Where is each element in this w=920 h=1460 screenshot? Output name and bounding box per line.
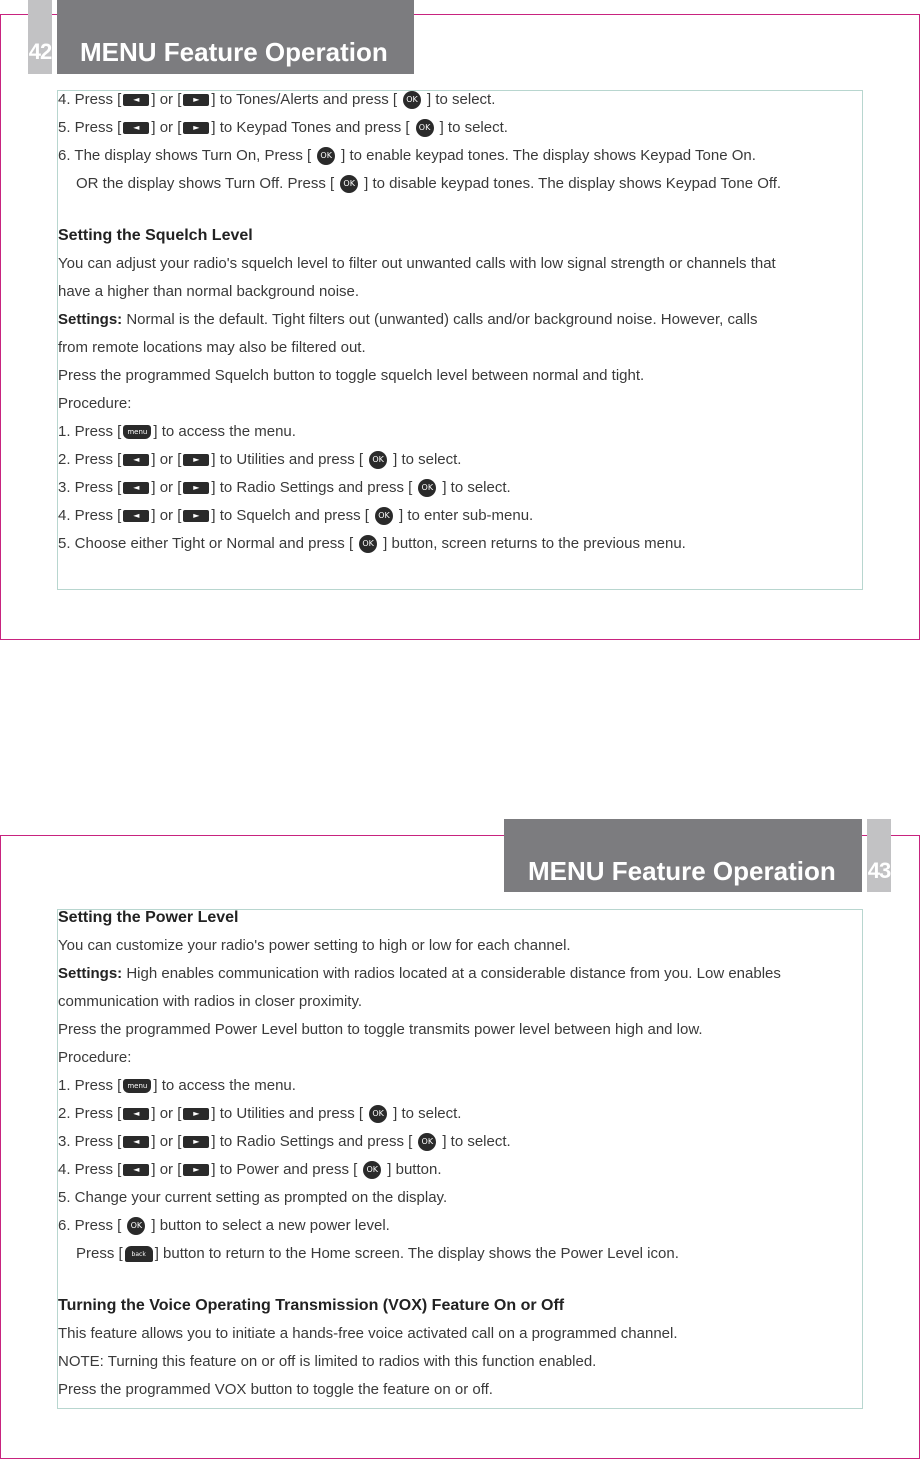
- left-arrow-key-icon: ◄: [123, 454, 149, 466]
- power-step-1: 1. Press [ menu ] to access the menu.: [58, 1077, 296, 1094]
- left-arrow-key-icon: ◄: [123, 1108, 149, 1120]
- ok-key-icon: OK: [375, 507, 393, 525]
- right-arrow-key-icon: ►: [183, 482, 209, 494]
- right-arrow-key-icon: ►: [183, 1164, 209, 1176]
- ok-key-icon: OK: [369, 451, 387, 469]
- content-box-page-42: [57, 90, 863, 590]
- squelch-settings-2: from remote locations may also be filtered out.: [58, 339, 366, 356]
- ok-key-icon: OK: [317, 147, 335, 165]
- power-step-6-back: Press [ back ] button to return to the Home screen. The display shows the Power Level icon.: [76, 1245, 679, 1262]
- power-settings-2: communication with radios in closer proximity.: [58, 993, 362, 1010]
- ok-key-icon: OK: [363, 1161, 381, 1179]
- left-arrow-key-icon: ◄: [123, 510, 149, 522]
- power-settings-1: Settings: High enables communication with radios located at a considerable distance from you. Low enables: [58, 965, 781, 982]
- section-header-tab: MENU Feature Operation: [504, 819, 862, 892]
- step-5-keypad-tones: 5. Press [ ◄ ] or [ ► ] to Keypad Tones and press [ OK ] to select.: [58, 119, 508, 136]
- vox-desc: This feature allows you to initiate a hands-free voice activated call on a programmed channel.: [58, 1325, 678, 1342]
- content-box-page-43: [57, 909, 863, 1409]
- left-arrow-key-icon: ◄: [123, 94, 149, 106]
- procedure-label: Procedure:: [58, 395, 132, 412]
- power-step-2: 2. Press [ ◄ ] or [ ► ] to Utilities and press [ OK ] to select.: [58, 1105, 462, 1122]
- right-arrow-key-icon: ►: [183, 122, 209, 134]
- step-6-turn-on: 6. The display shows Turn On, Press [ OK ] to enable keypad tones. The display shows Keypad Tone On.: [58, 147, 756, 164]
- squelch-step-2: 2. Press [ ◄ ] or [ ► ] to Utilities and press [ OK ] to select.: [58, 451, 462, 468]
- power-heading: Setting the Power Level: [58, 909, 239, 926]
- squelch-desc-1: You can adjust your radio's squelch level to filter out unwanted calls with low signal strength or channels that: [58, 255, 776, 272]
- squelch-press: Press the programmed Squelch button to toggle squelch level between normal and tight.: [58, 367, 645, 384]
- right-arrow-key-icon: ►: [183, 1136, 209, 1148]
- section-header-tab: MENU Feature Operation: [57, 0, 414, 74]
- right-arrow-key-icon: ►: [183, 454, 209, 466]
- procedure-label: Procedure:: [58, 1049, 132, 1066]
- right-arrow-key-icon: ►: [183, 94, 209, 106]
- vox-press: Press the programmed VOX button to toggle the feature on or off.: [58, 1381, 493, 1398]
- power-step-4: 4. Press [ ◄ ] or [ ► ] to Power and press [ OK ] button.: [58, 1161, 442, 1178]
- power-step-6: 6. Press [ OK ] button to select a new power level.: [58, 1217, 390, 1234]
- power-step-3: 3. Press [ ◄ ] or [ ► ] to Radio Settings and press [ OK ] to select.: [58, 1133, 511, 1150]
- left-arrow-key-icon: ◄: [123, 482, 149, 494]
- ok-key-icon: OK: [340, 175, 358, 193]
- squelch-settings-1: Settings: Normal is the default. Tight filters out (unwanted) calls and/or background noise. However, calls: [58, 311, 758, 328]
- power-step-5: 5. Change your current setting as prompted on the display.: [58, 1189, 448, 1206]
- vox-heading: Turning the Voice Operating Transmission (VOX) Feature On or Off: [58, 1297, 565, 1314]
- squelch-step-1: 1. Press [ menu ] to access the menu.: [58, 423, 296, 440]
- squelch-step-3: 3. Press [ ◄ ] or [ ► ] to Radio Settings and press [ OK ] to select.: [58, 479, 511, 496]
- ok-key-icon: OK: [418, 479, 436, 497]
- ok-key-icon: OK: [359, 535, 377, 553]
- power-desc: You can customize your radio's power setting to high or low for each channel.: [58, 937, 571, 954]
- ok-key-icon: OK: [418, 1133, 436, 1151]
- power-press: Press the programmed Power Level button to toggle transmits power level between high and low.: [58, 1021, 703, 1038]
- right-arrow-key-icon: ►: [183, 1108, 209, 1120]
- squelch-desc-2: have a higher than normal background noise.: [58, 283, 360, 300]
- step-6-turn-off: OR the display shows Turn Off. Press [ OK ] to disable keypad tones. The display shows Keypad Tone Off.: [76, 175, 782, 192]
- right-arrow-key-icon: ►: [183, 510, 209, 522]
- left-arrow-key-icon: ◄: [123, 1164, 149, 1176]
- ok-key-icon: OK: [403, 91, 421, 109]
- step-4-tones: 4. Press [ ◄ ] or [ ► ] to Tones/Alerts and press [ OK ] to select.: [58, 91, 496, 108]
- left-arrow-key-icon: ◄: [123, 122, 149, 134]
- ok-key-icon: OK: [127, 1217, 145, 1235]
- squelch-step-4: 4. Press [ ◄ ] or [ ► ] to Squelch and press [ OK ] to enter sub-menu.: [58, 507, 534, 524]
- page-number: 42: [28, 0, 52, 74]
- menu-key-icon: menu: [123, 425, 151, 439]
- menu-key-icon: menu: [123, 1079, 151, 1093]
- left-arrow-key-icon: ◄: [123, 1136, 149, 1148]
- ok-key-icon: OK: [369, 1105, 387, 1123]
- vox-note: NOTE: Turning this feature on or off is limited to radios with this function enabled.: [58, 1353, 597, 1370]
- squelch-step-5: 5. Choose either Tight or Normal and press [ OK ] button, screen returns to the previous menu.: [58, 535, 686, 552]
- back-home-key-icon: back: [125, 1246, 153, 1262]
- squelch-heading: Setting the Squelch Level: [58, 227, 253, 244]
- page-number: 43: [867, 819, 891, 892]
- ok-key-icon: OK: [416, 119, 434, 137]
